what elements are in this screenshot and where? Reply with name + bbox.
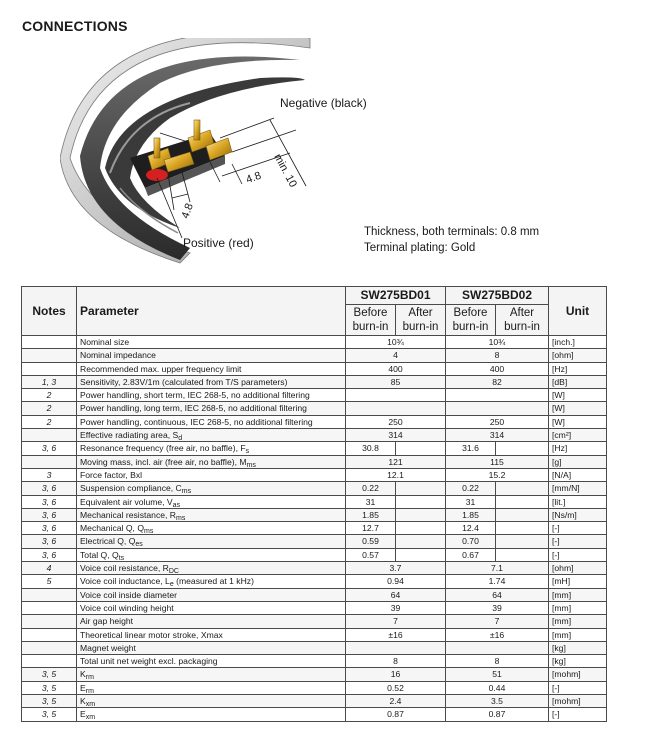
row-unit: [mH] (549, 575, 607, 588)
header-parameter: Parameter (77, 287, 346, 336)
model-1-value: 4 (346, 349, 446, 362)
table-row (22, 588, 607, 601)
model-2-value: 1.74 (446, 575, 549, 588)
row-unit: [Ns/m] (549, 508, 607, 521)
model-2-value: 314 (446, 429, 549, 442)
row-parameter: Theoretical linear motor stroke, Xmax (77, 628, 346, 641)
model-1-after (396, 535, 446, 548)
row-parameter: Effective radiating area, $S_d$ (77, 429, 346, 442)
model-1-before: 31 (346, 495, 396, 508)
row-unit: [-] (549, 548, 607, 561)
table-row (22, 668, 607, 681)
model-2-value (446, 402, 549, 415)
positive-label: Positive (red) (183, 236, 254, 250)
row-unit: [Hz] (549, 442, 607, 455)
table-row (22, 349, 607, 362)
model-1-value: 12.1 (346, 468, 446, 481)
header-model-2: SW275BD02 (446, 287, 549, 305)
header-before-1: Before burn-in (346, 305, 396, 336)
row-parameter: Total unit net weight excl. packaging (77, 655, 346, 668)
model-1-value: 39 (346, 601, 446, 614)
model-2-value: 64 (446, 588, 549, 601)
negative-label: Negative (black) (280, 96, 367, 110)
model-2-before: 0.67 (446, 548, 496, 561)
model-1-after (396, 442, 446, 455)
model-2-before: 31 (446, 495, 496, 508)
model-2-value: 7 (446, 615, 549, 628)
row-notes: 3, 6 (22, 508, 77, 521)
row-parameter: Power handling, continuous, IEC 268-5, no additional filtering (77, 415, 346, 428)
row-unit: [inch.] (549, 336, 607, 349)
model-1-before: 0.22 (346, 482, 396, 495)
row-unit: [-] (549, 708, 607, 721)
model-1-value (346, 402, 446, 415)
model-1-value: 10¾ (346, 336, 446, 349)
model-2-value: 8 (446, 349, 549, 362)
row-notes (22, 429, 77, 442)
table-row (22, 495, 607, 508)
table-row (22, 362, 607, 375)
row-unit: [-] (549, 522, 607, 535)
table-row (22, 708, 607, 721)
model-1-after (396, 522, 446, 535)
row-unit: [ohm] (549, 562, 607, 575)
table-row (22, 522, 607, 535)
row-parameter: Voice coil resistance, $R_{DC}$ (77, 562, 346, 575)
row-unit: [mm] (549, 588, 607, 601)
row-notes (22, 615, 77, 628)
row-unit: [mm] (549, 615, 607, 628)
row-unit: [mohm] (549, 668, 607, 681)
model-2-value: 51 (446, 668, 549, 681)
row-notes: 2 (22, 415, 77, 428)
row-unit: [kg] (549, 641, 607, 654)
model-2-value: 7.1 (446, 562, 549, 575)
row-parameter: Power handling, short term, IEC 268-5, no additional filtering (77, 389, 346, 402)
model-1-value: 16 (346, 668, 446, 681)
model-1-before: 12.7 (346, 522, 396, 535)
row-notes (22, 336, 77, 349)
row-unit: [mohm] (549, 695, 607, 708)
dimension-min10: min. 10 (271, 152, 299, 190)
model-1-value: 3.7 (346, 562, 446, 575)
row-parameter: Mechanical Q, $Q_{ms}$ (77, 522, 346, 535)
row-unit: [Hz] (549, 362, 607, 375)
row-notes: 3 (22, 468, 77, 481)
table-row (22, 641, 607, 654)
model-1-after (396, 548, 446, 561)
table-row (22, 375, 607, 388)
model-2-value: 82 (446, 375, 549, 388)
model-2-after (496, 535, 549, 548)
model-2-value: 0.87 (446, 708, 549, 721)
row-unit: [cm²] (549, 429, 607, 442)
row-notes: 1, 3 (22, 375, 77, 388)
model-1-value (346, 389, 446, 402)
row-notes: 3, 6 (22, 548, 77, 561)
row-parameter: Sensitivity, 2.83V/1m (calculated from T/S parameters) (77, 375, 346, 388)
row-notes: 3, 5 (22, 708, 77, 721)
table-row (22, 468, 607, 481)
model-1-value: ±16 (346, 628, 446, 641)
row-parameter: Moving mass, incl. air (free air, no baffle), $M_{ms}$ (77, 455, 346, 468)
row-parameter: Voice coil winding height (77, 601, 346, 614)
model-1-value: 0.52 (346, 681, 446, 694)
row-notes (22, 628, 77, 641)
header-unit: Unit (549, 287, 607, 336)
parameter-table (21, 286, 607, 722)
model-2-value: 115 (446, 455, 549, 468)
row-notes (22, 588, 77, 601)
model-2-value (446, 641, 549, 654)
row-parameter: Force factor, Bxl (77, 468, 346, 481)
model-2-value: 250 (446, 415, 549, 428)
row-unit: [kg] (549, 655, 607, 668)
row-unit: [dB] (549, 375, 607, 388)
model-2-after (496, 482, 549, 495)
speaker-frame (60, 38, 310, 263)
dimension-height: 4.8 (179, 201, 196, 221)
row-notes (22, 349, 77, 362)
model-1-value: 7 (346, 615, 446, 628)
row-unit: [mm] (549, 601, 607, 614)
row-parameter: Total Q, $Q_{ts}$ (77, 548, 346, 561)
model-2-value: 10¾ (446, 336, 549, 349)
table-row (22, 615, 607, 628)
row-parameter: Power handling, long term, IEC 268-5, no additional filtering (77, 402, 346, 415)
row-parameter: Electrical Q, $Q_{es}$ (77, 535, 346, 548)
row-notes: 3, 5 (22, 668, 77, 681)
table-row (22, 415, 607, 428)
row-notes: 5 (22, 575, 77, 588)
row-parameter: Voice coil inside diameter (77, 588, 346, 601)
row-parameter: Suspension compliance, $C_{ms}$ (77, 482, 346, 495)
row-parameter: Nominal size (77, 336, 346, 349)
table-row (22, 535, 607, 548)
row-notes (22, 362, 77, 375)
model-2-before: 0.70 (446, 535, 496, 548)
model-1-after (396, 508, 446, 521)
model-1-value: 250 (346, 415, 446, 428)
model-1-value: 64 (346, 588, 446, 601)
model-1-value: 121 (346, 455, 446, 468)
row-parameter: Air gap height (77, 615, 346, 628)
thickness-spec: Thickness, both terminals: 0.8 mm (364, 226, 540, 238)
row-parameter: Mechanical resistance, $R_{ms}$ (77, 508, 346, 521)
header-after-2: After burn-in (496, 305, 549, 336)
row-parameter: $K_{rm}$ (77, 668, 346, 681)
positive-red-ring (146, 169, 168, 181)
table-row (22, 548, 607, 561)
row-notes: 3, 6 (22, 482, 77, 495)
table-row (22, 681, 607, 694)
model-2-after (496, 495, 549, 508)
model-2-before: 12.4 (446, 522, 496, 535)
model-1-after (396, 482, 446, 495)
model-1-value (346, 641, 446, 654)
model-1-before: 0.57 (346, 548, 396, 561)
model-2-value: 0.44 (446, 681, 549, 694)
table-row (22, 508, 607, 521)
model-2-before: 31.6 (446, 442, 496, 455)
model-1-value: 0.94 (346, 575, 446, 588)
row-parameter: $K_{xm}$ (77, 695, 346, 708)
row-unit: [-] (549, 535, 607, 548)
model-1-before: 30.8 (346, 442, 396, 455)
model-2-after (496, 522, 549, 535)
table-row (22, 442, 607, 455)
row-unit: [mm/N] (549, 482, 607, 495)
row-notes (22, 455, 77, 468)
model-2-after (496, 548, 549, 561)
row-parameter: $E_{xm}$ (77, 708, 346, 721)
row-parameter: Resonance frequency (free air, no baffle), $F_s$ (77, 442, 346, 455)
model-1-before: 0.59 (346, 535, 396, 548)
table-row (22, 575, 607, 588)
model-2-value: 15.2 (446, 468, 549, 481)
table-row (22, 562, 607, 575)
model-2-value: 3.5 (446, 695, 549, 708)
page-title: CONNECTIONS (22, 18, 128, 34)
row-notes: 3, 6 (22, 535, 77, 548)
row-unit: [N/A] (549, 468, 607, 481)
row-notes: 3, 5 (22, 681, 77, 694)
plating-spec: Terminal plating: Gold (364, 242, 476, 254)
row-notes: 4 (22, 562, 77, 575)
model-2-value: 400 (446, 362, 549, 375)
row-unit: [g] (549, 455, 607, 468)
model-1-value: 0.87 (346, 708, 446, 721)
table-row (22, 482, 607, 495)
table-row (22, 695, 607, 708)
header-model-1: SW275BD01 (346, 287, 446, 305)
row-notes (22, 641, 77, 654)
row-notes (22, 655, 77, 668)
row-parameter: Magnet weight (77, 641, 346, 654)
model-1-after (396, 495, 446, 508)
table-row (22, 655, 607, 668)
model-1-value: 8 (346, 655, 446, 668)
row-notes: 3, 6 (22, 522, 77, 535)
row-notes: 3, 6 (22, 442, 77, 455)
model-2-after (496, 442, 549, 455)
model-2-value (446, 389, 549, 402)
model-1-value: 400 (346, 362, 446, 375)
row-parameter: Equivalent air volume, $V_{as}$ (77, 495, 346, 508)
row-notes (22, 601, 77, 614)
table-row (22, 601, 607, 614)
row-unit: [-] (549, 681, 607, 694)
model-2-value: 8 (446, 655, 549, 668)
row-parameter: Recommended max. upper frequency limit (77, 362, 346, 375)
model-2-before: 1.85 (446, 508, 496, 521)
row-notes: 2 (22, 402, 77, 415)
table-row (22, 429, 607, 442)
header-after-1: After burn-in (396, 305, 446, 336)
row-parameter: $E_{rm}$ (77, 681, 346, 694)
table-row (22, 455, 607, 468)
table-row (22, 389, 607, 402)
row-notes: 3, 6 (22, 495, 77, 508)
row-notes: 2 (22, 389, 77, 402)
model-1-value: 314 (346, 429, 446, 442)
table-row (22, 336, 607, 349)
row-unit: [W] (549, 402, 607, 415)
model-1-before: 1.85 (346, 508, 396, 521)
table-row (22, 402, 607, 415)
model-2-value: 39 (446, 601, 549, 614)
row-unit: [ohm] (549, 349, 607, 362)
row-notes: 3, 5 (22, 695, 77, 708)
row-unit: [lit.] (549, 495, 607, 508)
connection-drawing (60, 38, 390, 268)
model-2-value: ±16 (446, 628, 549, 641)
row-parameter: Voice coil inductance, $L_e$ (measured at 1 kHz) (77, 575, 346, 588)
row-parameter: Nominal impedance (77, 349, 346, 362)
model-1-value: 2.4 (346, 695, 446, 708)
model-1-value: 85 (346, 375, 446, 388)
table-row (22, 628, 607, 641)
dimension-width: 4.8 (244, 169, 263, 187)
table-body (22, 336, 607, 722)
header-notes: Notes (22, 287, 77, 336)
row-unit: [W] (549, 389, 607, 402)
model-2-before: 0.22 (446, 482, 496, 495)
model-2-after (496, 508, 549, 521)
header-before-2: Before burn-in (446, 305, 496, 336)
row-unit: [mm] (549, 628, 607, 641)
row-unit: [W] (549, 415, 607, 428)
